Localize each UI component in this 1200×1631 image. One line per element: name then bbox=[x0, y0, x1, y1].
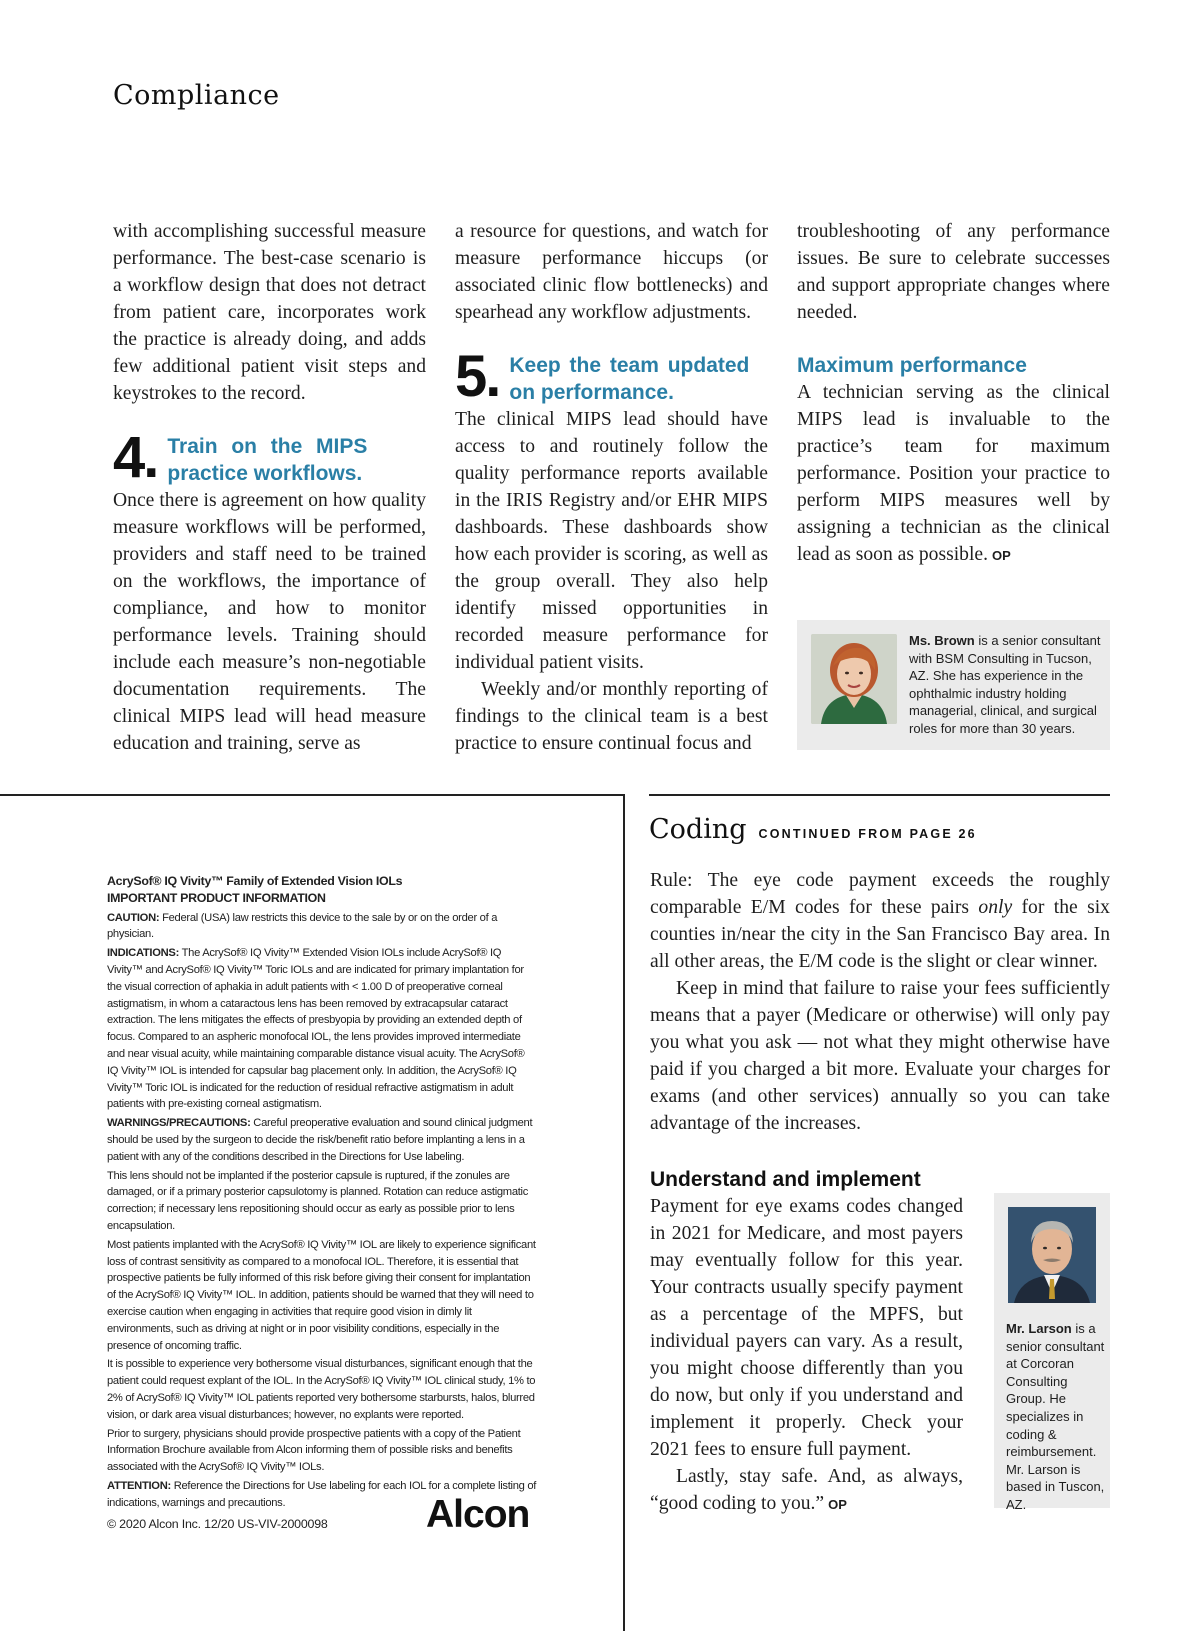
label: ATTENTION: bbox=[107, 1479, 171, 1492]
end-mark: OP bbox=[828, 1497, 847, 1512]
label: CAUTION: bbox=[107, 911, 160, 924]
subheading-maximum-performance: Maximum performance bbox=[797, 354, 1027, 377]
text: The AcrySof® IQ Vivity™ Extended Vision IOLs include AcrySof® IQ Vivity™ and AcrySof® IQ Vivity™ Toric IOLs and are indicated for primary implantation for the visual correction of aphakia in adult patients with < 1.00 D of preoperative corneal astigmatism, in whom a cataractous lens has been removed by extracapsular cataract extraction. The lens mitigates the effects of presbyopia by providing an extended depth of focus. Compared to an aspheric monofocal IOL, the lens provides improved intermediate and near visual acuity, while maintaining comparable distance visual acuity. The AcrySof® IQ Vivity™ IOL is intended for capsular bag placement only. In addition, the AcrySof® IQ Vivity™ Toric IOL is indicated for the reduction of residual refractive astigmatism in adult patients with pre-existing corneal astigmatism. bbox=[107, 947, 525, 1111]
paragraph: troubleshooting of any performance issues. Be sure to celebrate successes and support appropriate changes where needed. bbox=[797, 221, 1110, 323]
coding-title: Coding bbox=[649, 814, 747, 845]
product-information-ad bbox=[107, 873, 537, 1513]
paragraph-text: A technician serving as the clinical MIPS lead is invaluable to the practice’s team for maximum performance. Position your practice to perform MIPS measures well by assigning a technician as the clinical lead as soon as possible. bbox=[797, 382, 1110, 565]
ad-paragraph: This lens should not be implanted if the posterior capsule is ruptured, if the zonules are damaged, or if a primary posterior capsulotomy is planned. Rotation can reduce astigmatic correction; if necessary lens repositioning should occur as early as possible prior to lens encapsulation. bbox=[107, 1169, 529, 1232]
ad-paragraph: Prior to surgery, physicians should provide prospective patients with a copy of the Patient Information Brochure available from Alcon informing them of possible risks and benefits associated with the AcrySof® IQ Vivity™ IOLs. bbox=[107, 1427, 521, 1474]
label: WARNINGS/PRECAUTIONS: bbox=[107, 1117, 251, 1130]
article-column-3 bbox=[797, 218, 1110, 569]
bio-description: is a senior consultant with BSM Consulting in Tucson, AZ. She has experience in the ophthalmic industry holding managerial, clinical, and surgical roles for more than 30 years. bbox=[909, 633, 1101, 736]
ad-border bbox=[0, 794, 624, 796]
text: Reference the Directions for Use labeling for each IOL for a complete listing of indications, warnings and precautions. bbox=[107, 1479, 537, 1509]
coding-column-bottom bbox=[650, 1166, 963, 1518]
paragraph: a resource for questions, and watch for measure performance hiccups (or associated clinic flow bottlenecks) and spearhead any workflow adjustments. bbox=[455, 221, 768, 323]
step-5-heading bbox=[455, 344, 768, 409]
continued-from-label: CONTINUED FROM PAGE 26 bbox=[758, 827, 977, 841]
paragraph: The clinical MIPS lead should have access to and routinely follow the quality performance reports available in the IRIS Registry and/or EHR MIPS dashboards. These dashboards show how each provider is scoring, as well as the group overall. They also help identify missed opportunities in recorded measure performance for individual patient visits. bbox=[455, 409, 768, 673]
ad-warnings bbox=[107, 1115, 537, 1165]
label: INDICATIONS: bbox=[107, 947, 180, 960]
ad-paragraph: It is possible to experience very bothersome visual disturbances, significant enough that the patient could request explant of the IOL. In the AcrySof® IQ Vivity™ IOL clinical study, 1% to 2% of AcrySof® IQ Vivity™ IOL patients reported very bothersome starbursts, halos, blurred vision, or dark area visual disturbances; however, no explants were reported. bbox=[107, 1358, 536, 1421]
paragraph: Weekly and/or monthly reporting of findings to the clinical team is a best practice to ensure continual focus and bbox=[455, 679, 768, 754]
bio-text bbox=[1006, 1320, 1106, 1514]
author-bio-brown bbox=[797, 620, 1110, 750]
paragraph: Payment for eye exams codes changed in 2021 for Medicare, and most payers may eventually follow for this year. Your contracts usually specify payment as a percentage of the MPFS, but individual payers can vary. As a result, you might choose differently than you do now, but only if you understand and implement it properly. Check your 2021 fees to ensure full payment. bbox=[650, 1196, 963, 1460]
paragraph-text: Lastly, stay safe. And, as always, “good coding to you.” bbox=[650, 1466, 963, 1514]
alcon-logo: Alcon bbox=[426, 1493, 530, 1536]
step-title: Keep the team updated on performance. bbox=[509, 354, 750, 404]
step-number: 5. bbox=[455, 344, 500, 409]
article-column-1 bbox=[113, 218, 426, 757]
ad-indications bbox=[107, 945, 537, 1113]
ad-footer: © 2020 Alcon Inc. 12/20 US-VIV-2000098 bbox=[107, 1517, 328, 1531]
bio-text bbox=[909, 632, 1104, 738]
ad-subtitle: IMPORTANT PRODUCT INFORMATION bbox=[107, 890, 326, 905]
section-divider bbox=[649, 794, 1110, 796]
text: Rule: The eye code payment exceeds the roughly comparable E/M codes for these pairs bbox=[650, 870, 1110, 918]
author-bio-larson bbox=[994, 1193, 1110, 1512]
paragraph: Keep in mind that failure to raise your fees sufficiently means that a payer (Medicare or otherwise) will only pay you what you ask — not what they might otherwise have paid if you charged a bit more. Evaluate your charges for exams (and other services) annually so you can take advantage of the increases. bbox=[650, 978, 1110, 1134]
author-name: Mr. Larson bbox=[1006, 1321, 1072, 1336]
bio-description: is a senior consultant at Corcoran Consulting Group. He specializes in coding & reimbursement. Mr. Larson is based in Tuscon, AZ. bbox=[1006, 1321, 1105, 1512]
coding-header bbox=[649, 814, 977, 845]
paragraph bbox=[650, 867, 1110, 975]
ad-border bbox=[623, 794, 625, 1631]
author-name: Ms. Brown bbox=[909, 633, 975, 648]
ad-paragraph: Most patients implanted with the AcrySof® IQ Vivity™ IOL are likely to experience significant loss of contrast sensitivity as compared to a monofocal IOL. Therefore, it is essential that prospective patients be fully informed of this risk before giving their consent for implantation of the AcrySof® IQ Vivity™ IOL. In addition, patients should be warned that they will need to exercise caution when engaging in activities that require good vision in dimly lit environments, such as driving at night or in poor visibility conditions, especially in the presence of oncoming traffic. bbox=[107, 1238, 536, 1352]
coding-column-top bbox=[650, 867, 1110, 1137]
section-title: Compliance bbox=[113, 80, 280, 111]
text: Careful preoperative evaluation and sound clinical judgment should be used by the surgeon to decide the risk/benefit ratio before implanting a lens in a patient with any of the conditions described in the Directions for Use labeling. bbox=[107, 1117, 533, 1163]
author-photo bbox=[1008, 1207, 1096, 1303]
text: for the six counties in/near the city in the San Francisco Bay area. In all other areas, the E/M code is the slight or clear winner. bbox=[650, 897, 1110, 972]
paragraph bbox=[650, 1463, 963, 1518]
step-4-heading bbox=[113, 425, 426, 490]
author-photo bbox=[811, 634, 897, 724]
end-mark: OP bbox=[992, 548, 1011, 563]
ad-title: AcrySof® IQ Vivity™ Family of Extended Vision IOLs bbox=[107, 874, 403, 888]
text: Federal (USA) law restricts this device to the sale by or on the order of a physician. bbox=[107, 911, 498, 941]
step-title: Train on the MIPS practice workflows. bbox=[167, 435, 368, 485]
step-number: 4. bbox=[113, 425, 158, 490]
subheading-understand-implement: Understand and implement bbox=[650, 1168, 921, 1191]
emphasis: only bbox=[978, 897, 1013, 918]
article-column-2 bbox=[455, 218, 768, 757]
ad-caution bbox=[107, 910, 537, 944]
paragraph: with accomplishing successful measure performance. The best-case scenario is a workflow design that does not detract from patient care, incorporates work the practice is already doing, and adds few additional patient visit steps and keystrokes to the record. bbox=[113, 221, 426, 404]
paragraph bbox=[797, 379, 1110, 569]
paragraph: Once there is agreement on how quality measure workflows will be performed, providers and staff need to be trained on the workflows, the importance of compliance, and how to monitor performance levels. Training should include each measure’s non-negotiable documentation requirements. The clinical MIPS lead will head measure education and training, serve as bbox=[113, 490, 426, 754]
